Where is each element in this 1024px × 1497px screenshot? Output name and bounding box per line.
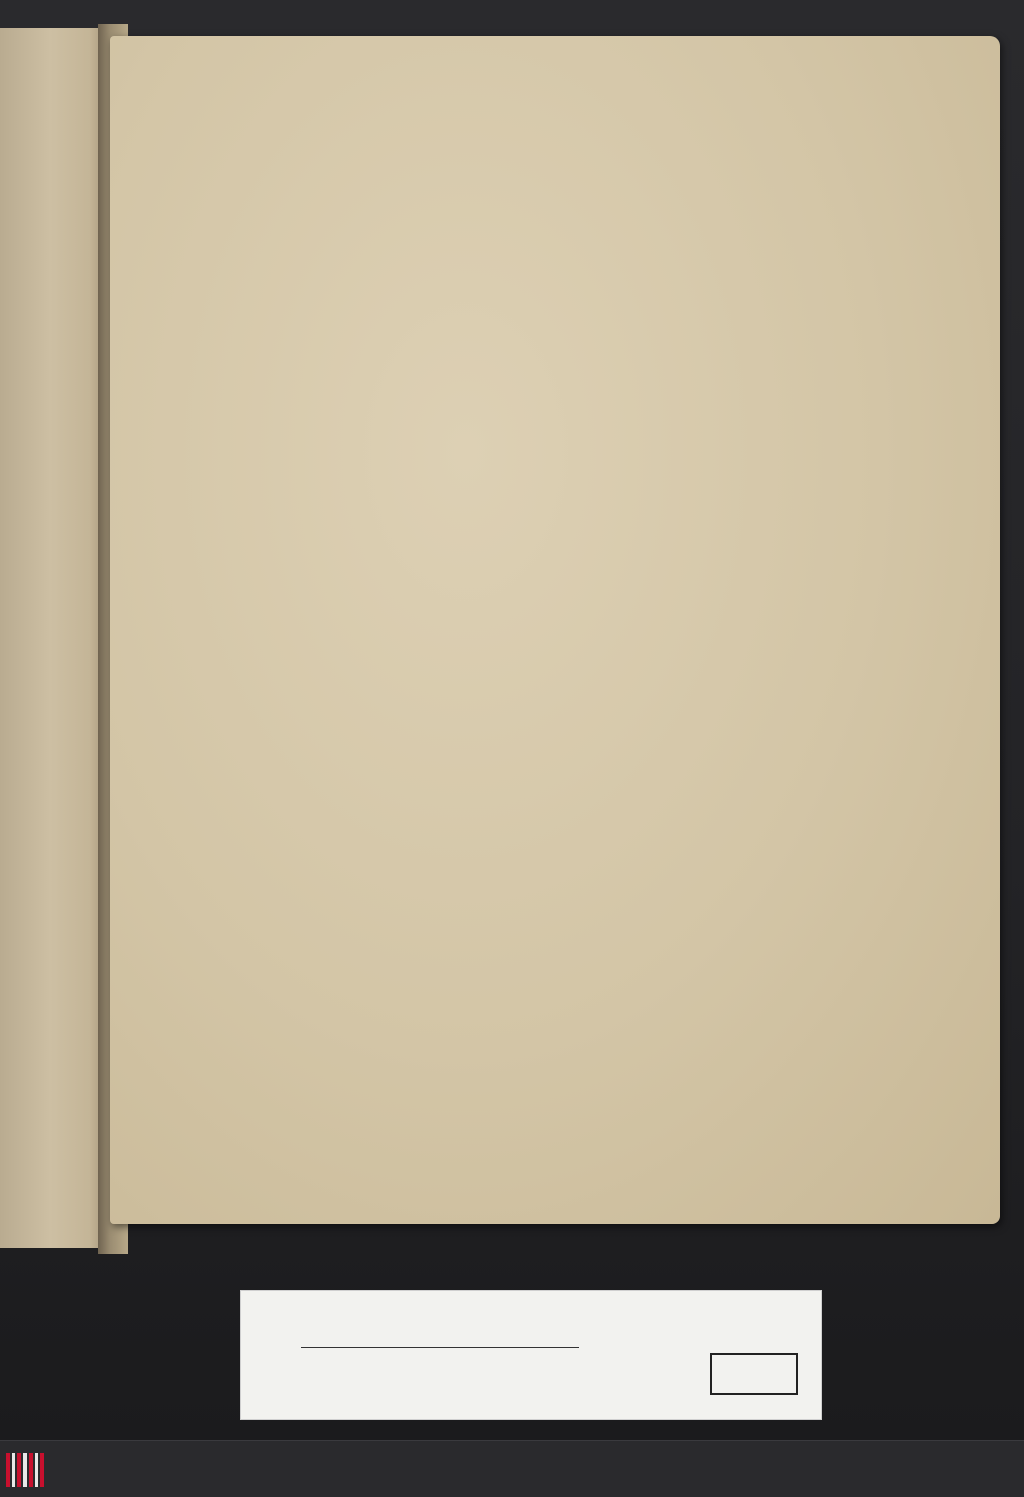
left-facing-page [0, 28, 112, 1248]
color-scale-card [240, 1290, 822, 1420]
swatch-light [768, 1355, 796, 1393]
hab-logo-icon[interactable] [6, 1453, 44, 1487]
book-page [110, 36, 1000, 1224]
gray-scale-swatches [710, 1353, 798, 1395]
measurement-ruler [301, 1347, 579, 1383]
swatch-mid [740, 1355, 768, 1393]
swatch-dark [712, 1355, 740, 1393]
viewer-footer [0, 1440, 1024, 1497]
